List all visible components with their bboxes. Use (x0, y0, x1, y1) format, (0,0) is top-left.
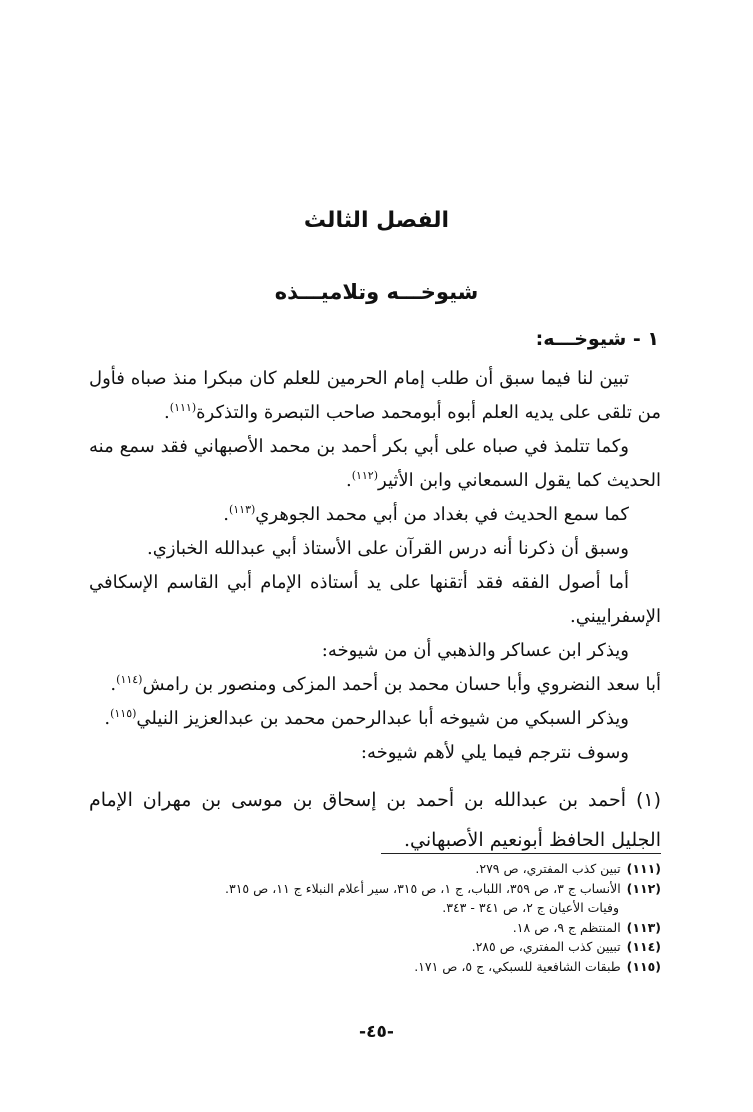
paragraph-7 (89, 668, 661, 702)
chapter-title: الفصل الثالث (303, 208, 450, 233)
paragraph-8-text: ويذكر السبكي من شيوخه أبا عبدالرحمن محمد بن عبدالعزيز النيلي (136, 708, 629, 729)
footnote-text: المنتظم ج ٩، ص ١٨. (512, 919, 621, 935)
footnote-number: (١١٥) (626, 958, 661, 974)
paragraph-7-text: أبا سعد النضروي وأبا حسان محمد بن أحمد المزكى ومنصور بن رامش (142, 674, 661, 695)
paragraph-3-end: . (223, 504, 229, 525)
footnote-115 (71, 957, 661, 977)
paragraph-3 (89, 498, 661, 532)
footnote-number: (١١١) (626, 861, 661, 876)
footnote-111 (71, 859, 661, 879)
footnote-112 (71, 879, 661, 899)
footnote-112-continuation: وفيات الأعيان ج ٢، ص ٣٤١ - ٣٤٣. (442, 900, 619, 915)
teacher-item-number: (١) (635, 789, 661, 811)
footnote-ref-115: (١١٥) (110, 707, 137, 720)
teacher-item-text: أحمد بن عبدالله بن أحمد بن إسحاق بن موسى بن مهران الإمام الجليل الحافظ أبونعيم الأصبهاني. (89, 789, 661, 851)
paragraph-1-text: تبين لنا فيما سبق أن طلب إمام الحرمين للعلم كان مبكرا منذ صباه فأول من تلقى على يديه العلم أبوه أبومحمد صاحب التبصرة والتذكرة (89, 368, 661, 423)
paragraph-8 (89, 702, 661, 736)
footnote-number: (١١٤) (626, 939, 661, 954)
paragraph-8-end: . (104, 708, 111, 729)
footnote-text: تبيين كذب المفتري، ص ٢٨٥. (471, 939, 621, 954)
paragraph-6: ويذكر ابن عساكر والذهبي أن من شيوخه: (321, 640, 629, 661)
paragraph-1 (89, 362, 661, 430)
footnote-113 (71, 918, 661, 938)
footnotes (71, 859, 661, 976)
footnote-text: الأنساب ج ٣، ص ٣٥٩، اللباب، ج ١، ص ٣١٥، سير أعلام النبلاء ج ١١، ص ٣١٥. (225, 880, 621, 896)
footnote-ref-111: (١١١) (169, 401, 197, 414)
section-title: شيوخـــه وتلاميـــذه (274, 280, 479, 304)
footnote-separator (381, 853, 661, 854)
footnote-text: طبقات الشافعية للسبكي، ج ٥، ص ١٧١. (414, 958, 621, 974)
paragraph-2 (89, 430, 661, 498)
footnote-text: تبين كذب المفتري، ص ٢٧٩. (475, 861, 621, 876)
paragraph-3-text: كما سمع الحديث في بغداد من أبي محمد الجوهري (255, 504, 629, 525)
paragraph-4: وسبق أن ذكرنا أنه درس القرآن على الأستاذ أبي عبدالله الخبازي. (147, 538, 629, 559)
paragraph-5: أما أصول الفقه فقد أتقنها على يد أستاذه الإمام أبي القاسم الإسكافي الإسفراييني. (89, 572, 661, 627)
footnote-number: (١١٣) (626, 919, 661, 935)
paragraph-9: وسوف نترجم فيما يلي لأهم شيوخه: (360, 742, 629, 763)
subheading-teachers: ١ - شيوخـــه: (535, 328, 659, 350)
paragraph-7-end: . (110, 674, 117, 695)
footnote-number: (١١٢) (626, 880, 661, 896)
paragraph-1-end: . (164, 402, 170, 423)
footnote-ref-114: (١١٤) (116, 673, 143, 686)
paragraph-2-end: . (345, 470, 352, 491)
teacher-list-item (89, 780, 661, 860)
page-number: -٤٥- (359, 1022, 394, 1042)
paragraph-2-text: وكما تتلمذ في صباه على أبي بكر أحمد بن محمد الأصبهاني فقد سمع منه الحديث كما يقول السمعاني وابن الأثير (89, 436, 661, 491)
body-text (89, 362, 661, 770)
footnote-ref-113: (١١٣) (228, 503, 256, 516)
footnote-ref-112: (١١٢) (351, 469, 379, 482)
footnote-114 (71, 937, 661, 957)
